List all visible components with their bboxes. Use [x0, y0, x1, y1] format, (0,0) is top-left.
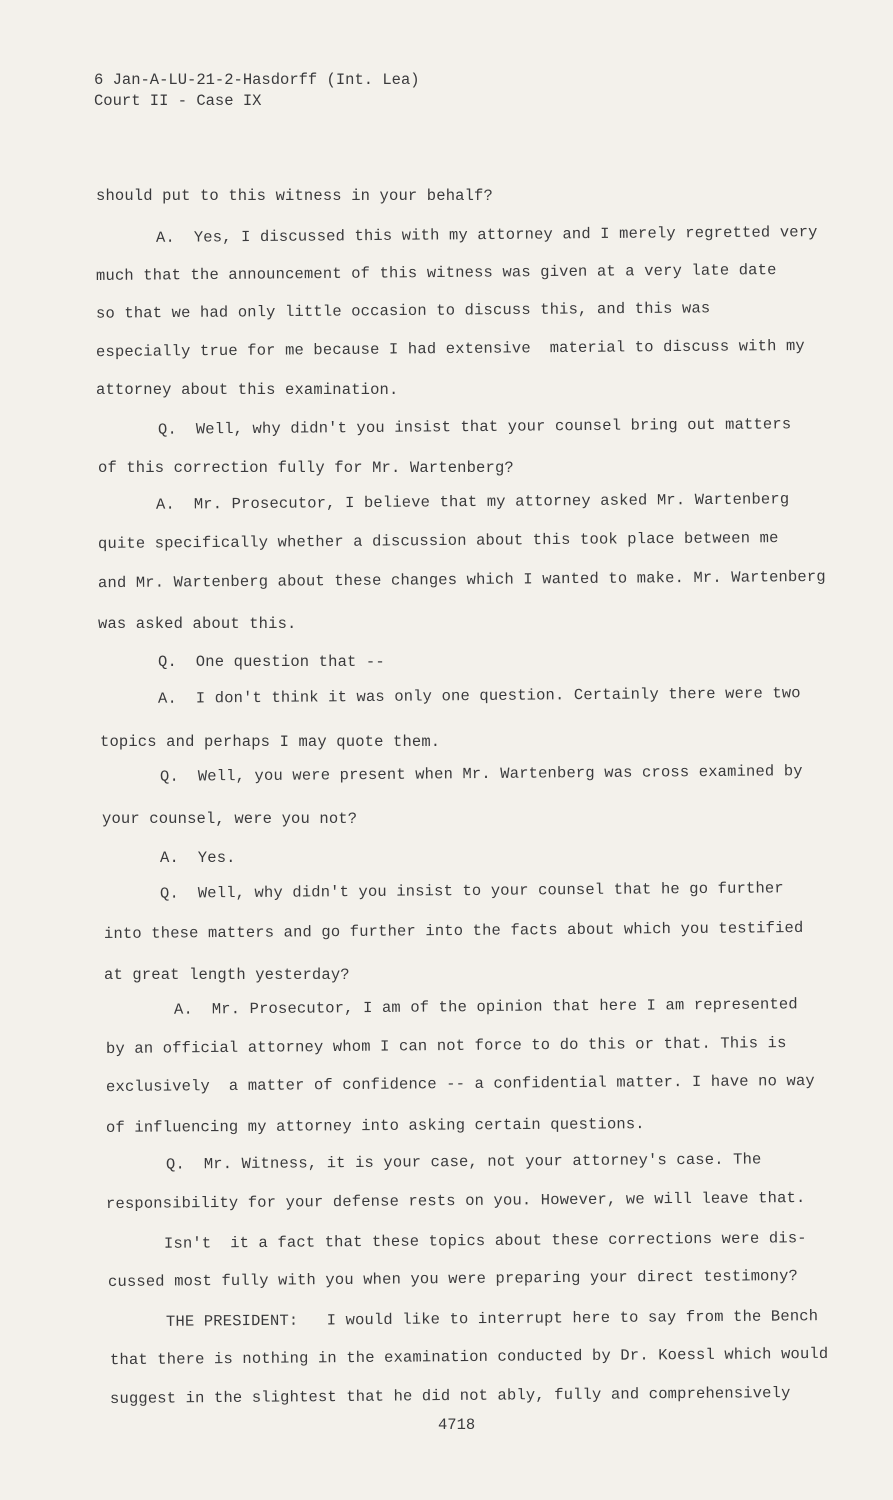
- text-line: exclusively a matter of confidence -- a confidential matter. I have no way: [105, 1071, 815, 1097]
- text-line: Q. Mr. Witness, it is your case, not your attorney's case. The: [165, 1150, 762, 1174]
- text-line: much that the announcement of this witness was given at a very late date: [95, 261, 777, 285]
- text-line: by an official attorney whom I can not force to do this or that. This is: [105, 1034, 787, 1058]
- page-number: 4718: [438, 1416, 476, 1434]
- text-line: Q. Well, why didn't you insist to your counsel that he go further: [159, 879, 784, 903]
- text-line: and Mr. Wartenberg about these changes which I wanted to make. Mr. Wartenberg: [97, 567, 826, 593]
- text-line: Q. Well, why didn't you insist that your counsel bring out matters: [157, 415, 792, 439]
- text-line: THE PRESIDENT: I would like to interrupt here to say from the Bench: [165, 1307, 819, 1331]
- document-header: [94, 70, 420, 112]
- text-line: A. Mr. Prosecutor, I am of the opinion that here I am represented: [173, 995, 798, 1019]
- text-line: Q. Well, you were present when Mr. Wartenberg was cross examined by: [159, 762, 803, 786]
- text-line: of this correction fully for Mr. Wartenberg?: [98, 459, 514, 477]
- text-line: A. Yes, I discussed this with my attorney and I merely regretted very: [155, 223, 818, 247]
- text-line: A. Yes.: [160, 849, 236, 867]
- text-line: A. Mr. Prosecutor, I believe that my attorney asked Mr. Wartenberg: [155, 490, 790, 514]
- text-line: Isn't it a fact that these topics about these corrections were dis-: [163, 1229, 807, 1253]
- text-line: Q. One question that --: [158, 653, 385, 671]
- text-line: into these matters and go further into the facts about which you testified: [103, 918, 804, 944]
- text-line: at great length yesterday?: [104, 966, 350, 984]
- text-line: attorney about this examination.: [96, 381, 399, 399]
- text-line: A. I don't think it was only one question. Certainly there were two: [157, 684, 801, 708]
- header-line-2: Court II - Case IX: [94, 92, 262, 110]
- text-line: especially true for me because I had extensive material to discuss with my: [95, 336, 805, 362]
- header-line-1: 6 Jan-A-LU-21-2-Hasdorff (Int. Lea): [94, 71, 420, 89]
- text-line: cussed most fully with you when you were preparing your direct testimony?: [107, 1266, 799, 1292]
- text-line: that there is nothing in the examination conducted by Dr. Koessl which would: [109, 1344, 829, 1370]
- text-line: topics and perhaps I may quote them.: [100, 733, 441, 751]
- text-line: should put to this witness in your behalf?: [96, 187, 493, 205]
- text-line: suggest in the slightest that he did not ably, fully and comprehensively: [109, 1384, 791, 1408]
- text-line: was asked about this.: [98, 615, 297, 633]
- text-line: so that we had only little occasion to discuss this, and this was: [95, 299, 711, 323]
- text-line: of influencing my attorney into asking certain questions.: [105, 1115, 645, 1137]
- text-line: your counsel, were you not?: [102, 810, 358, 828]
- text-line: responsibility for your defense rests on you. However, we will leave that.: [105, 1188, 806, 1214]
- text-line: quite specifically whether a discussion about this took place between me: [97, 529, 779, 553]
